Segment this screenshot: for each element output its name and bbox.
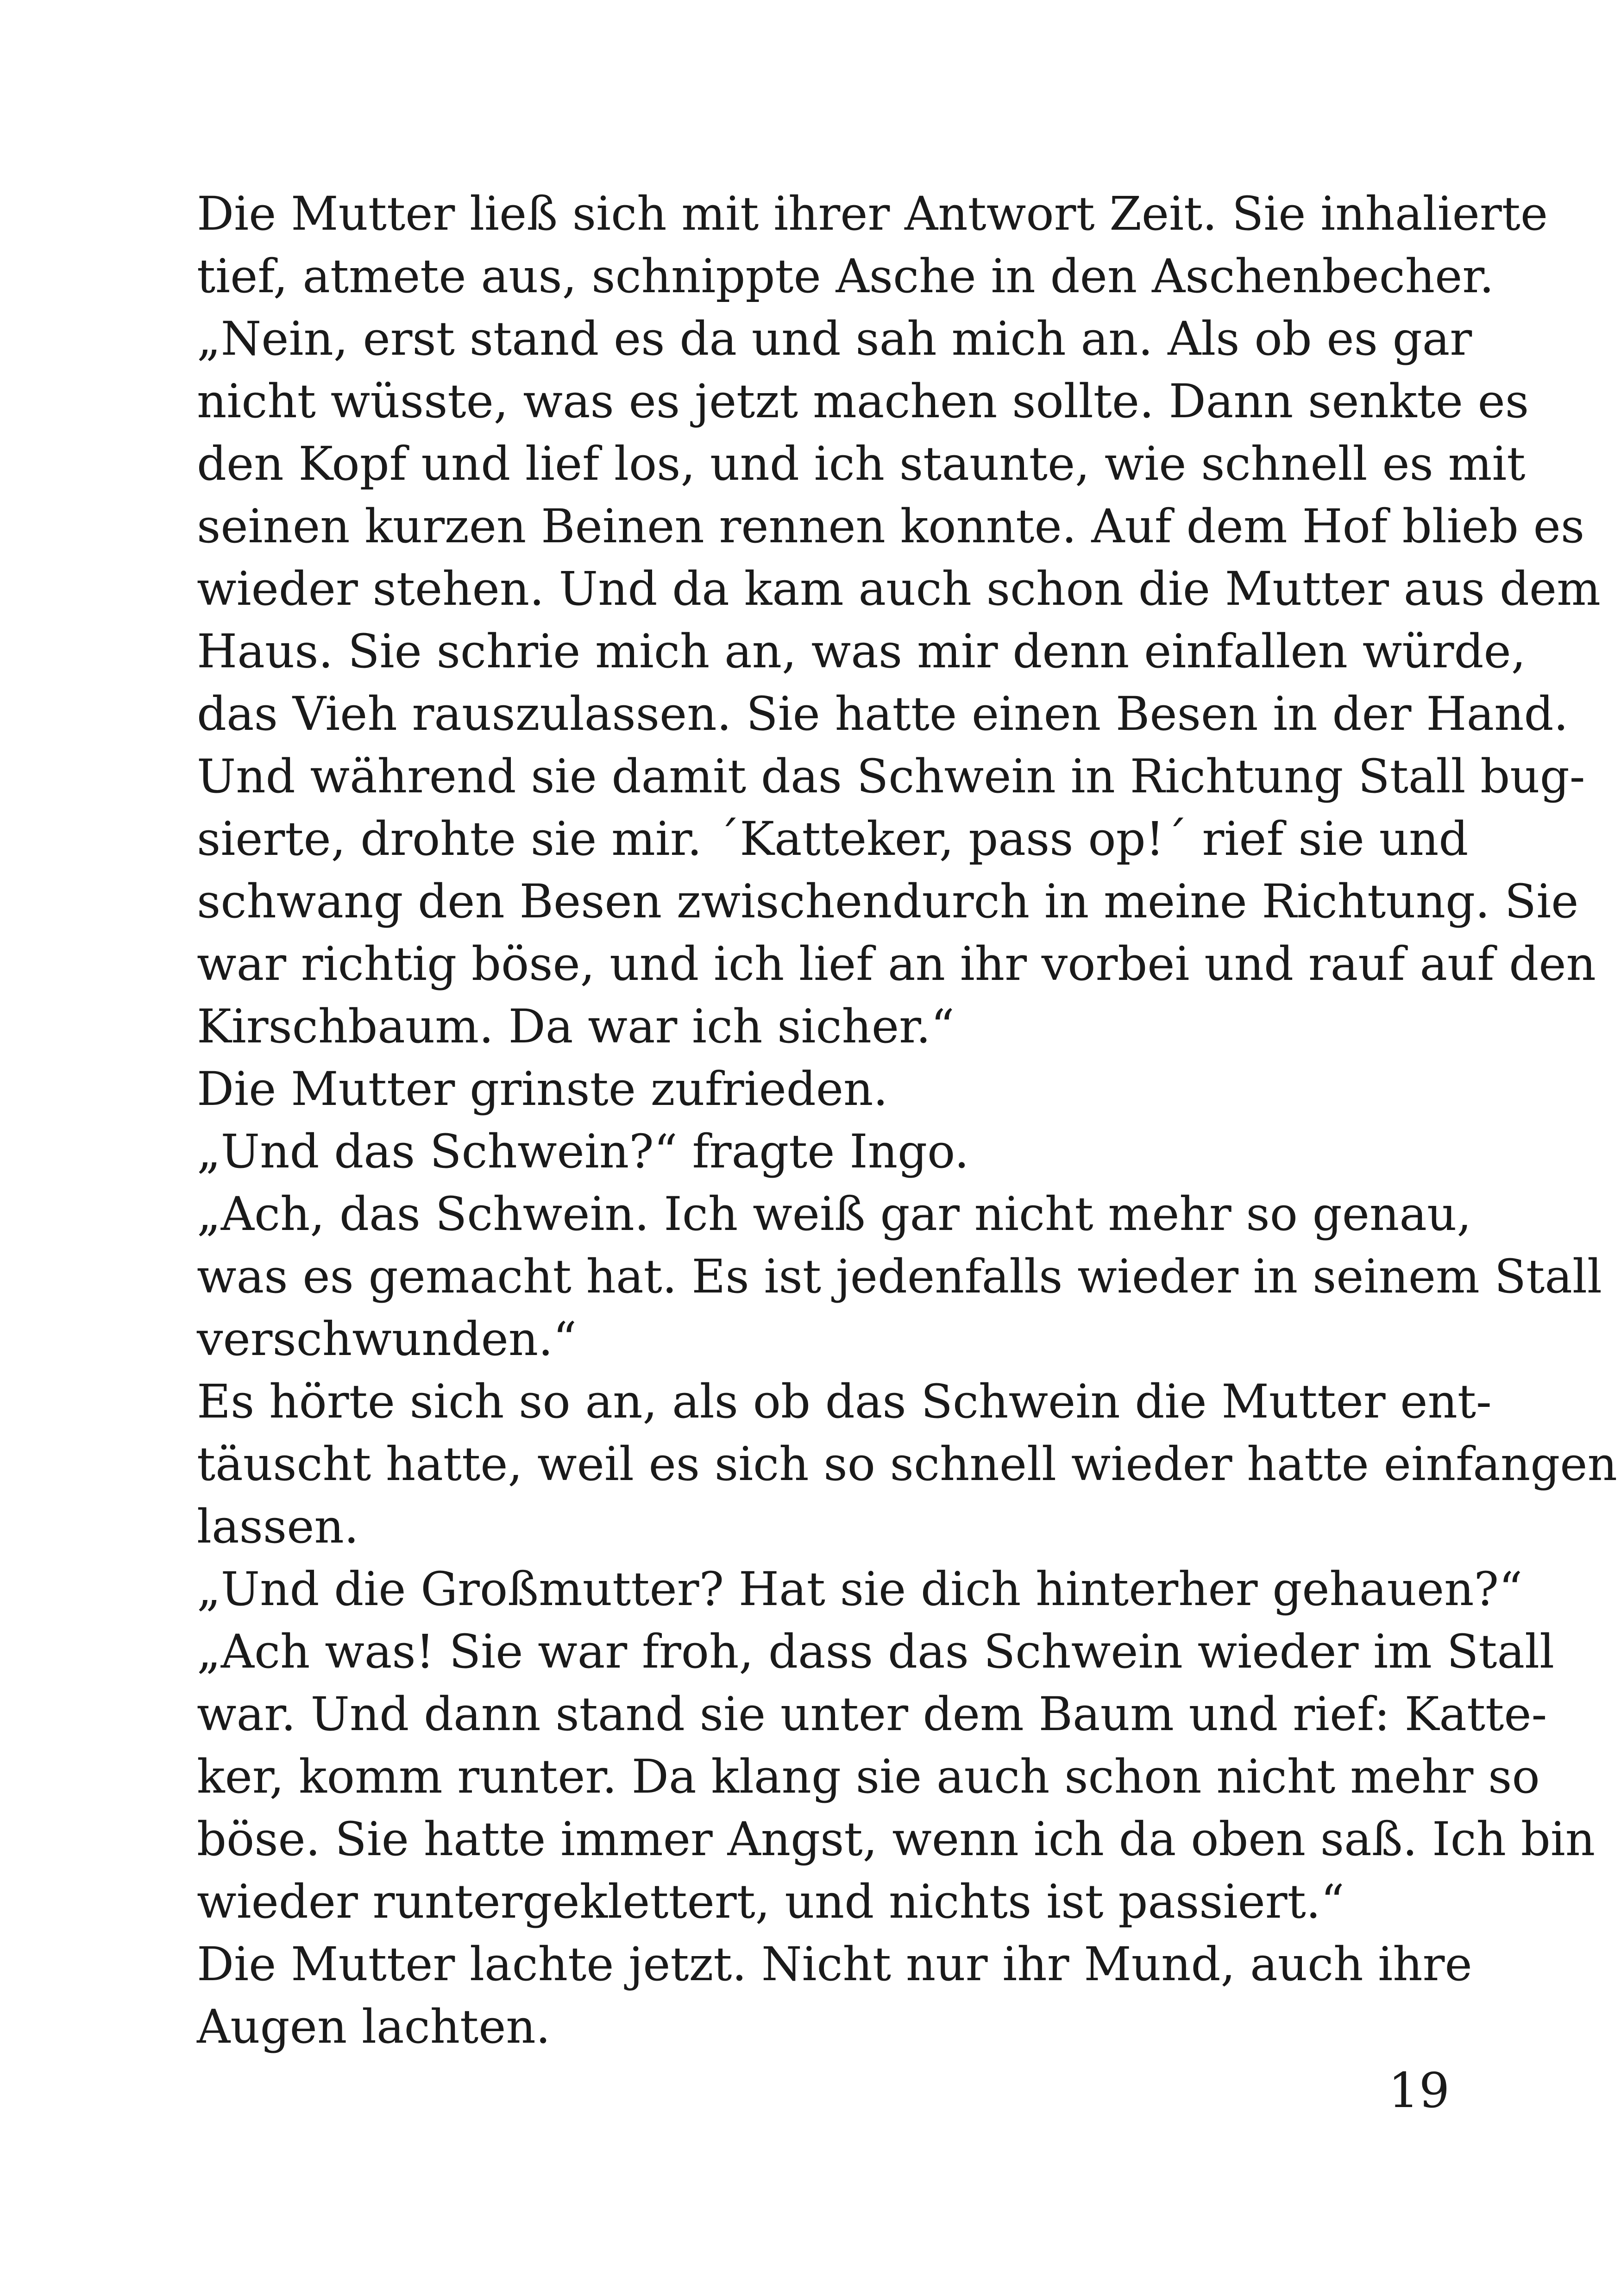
text-line: „Ach was! Sie war froh, dass das Schwein wieder im Stall [197,1625,1555,1679]
text-line: seinen kurzen Beinen rennen konnte. Auf dem Hof blieb es [197,499,1585,553]
text-line: böse. Sie hatte immer Angst, wenn ich da oben saß. Ich bin [197,1812,1596,1866]
text-line: Die Mutter grinste zufrieden. [197,1062,888,1116]
text-line: Und während sie damit das Schwein in Richtung Stall bug- [197,749,1585,803]
text-line: Haus. Sie schrie mich an, was mir denn einfallen würde, [197,624,1526,678]
text-line: wieder runtergeklettert, und nichts ist passiert.“ [197,1875,1345,1929]
text-line: war richtig böse, und ich lief an ihr vorbei und rauf auf den [197,937,1596,991]
text-line: verschwunden.“ [197,1312,577,1366]
text-line: „Und das Schwein?“ fragte Ingo. [197,1124,969,1179]
text-line: den Kopf und lief los, und ich staunte, wie schnell es mit [197,437,1526,491]
text-line: sierte, drohte sie mir. ´Katteker, pass op!´ rief sie und [197,812,1469,866]
text-line: schwang den Besen zwischendurch in meine Richtung. Sie [197,874,1579,928]
text-line: wieder stehen. Und da kam auch schon die Mutter aus dem [197,562,1601,616]
text-line: was es gemacht hat. Es ist jedenfalls wieder in seinem Stall [197,1249,1602,1304]
text-line: lassen. [197,1499,359,1554]
text-line: Die Mutter lachte jetzt. Nicht nur ihr Mund, auch ihre [197,1937,1472,1991]
text-line: war. Und dann stand sie unter dem Baum und rief: Katte- [197,1687,1547,1741]
text-line: Kirschbaum. Da war ich sicher.“ [197,999,955,1054]
text-line: ker, komm runter. Da klang sie auch schon nicht mehr so [197,1750,1540,1804]
page-number: 19 [1388,2062,1450,2119]
text-line: das Vieh rauszulassen. Sie hatte einen Besen in der Hand. [197,687,1569,741]
text-line: „Ach, das Schwein. Ich weiß gar nicht mehr so genau, [197,1187,1472,1241]
text-line: Augen lachten. [197,2000,551,2054]
text-line: „Und die Großmutter? Hat sie dich hinterher gehauen?“ [197,1562,1523,1616]
text-line: Die Mutter ließ sich mit ihrer Antwort Zeit. Sie inhalierte [197,187,1548,241]
text-line: täuscht hatte, weil es sich so schnell wieder hatte einfangen [197,1437,1617,1491]
text-line: nicht wüsste, was es jetzt machen sollte. Dann senkte es [197,374,1529,428]
text-line: tief, atmete aus, schnippte Asche in den Aschenbecher. [197,249,1494,303]
text-line: „Nein, erst stand es da und sah mich an. Als ob es gar [197,312,1472,366]
text-line: Es hörte sich so an, als ob das Schwein die Mutter ent- [197,1374,1492,1429]
